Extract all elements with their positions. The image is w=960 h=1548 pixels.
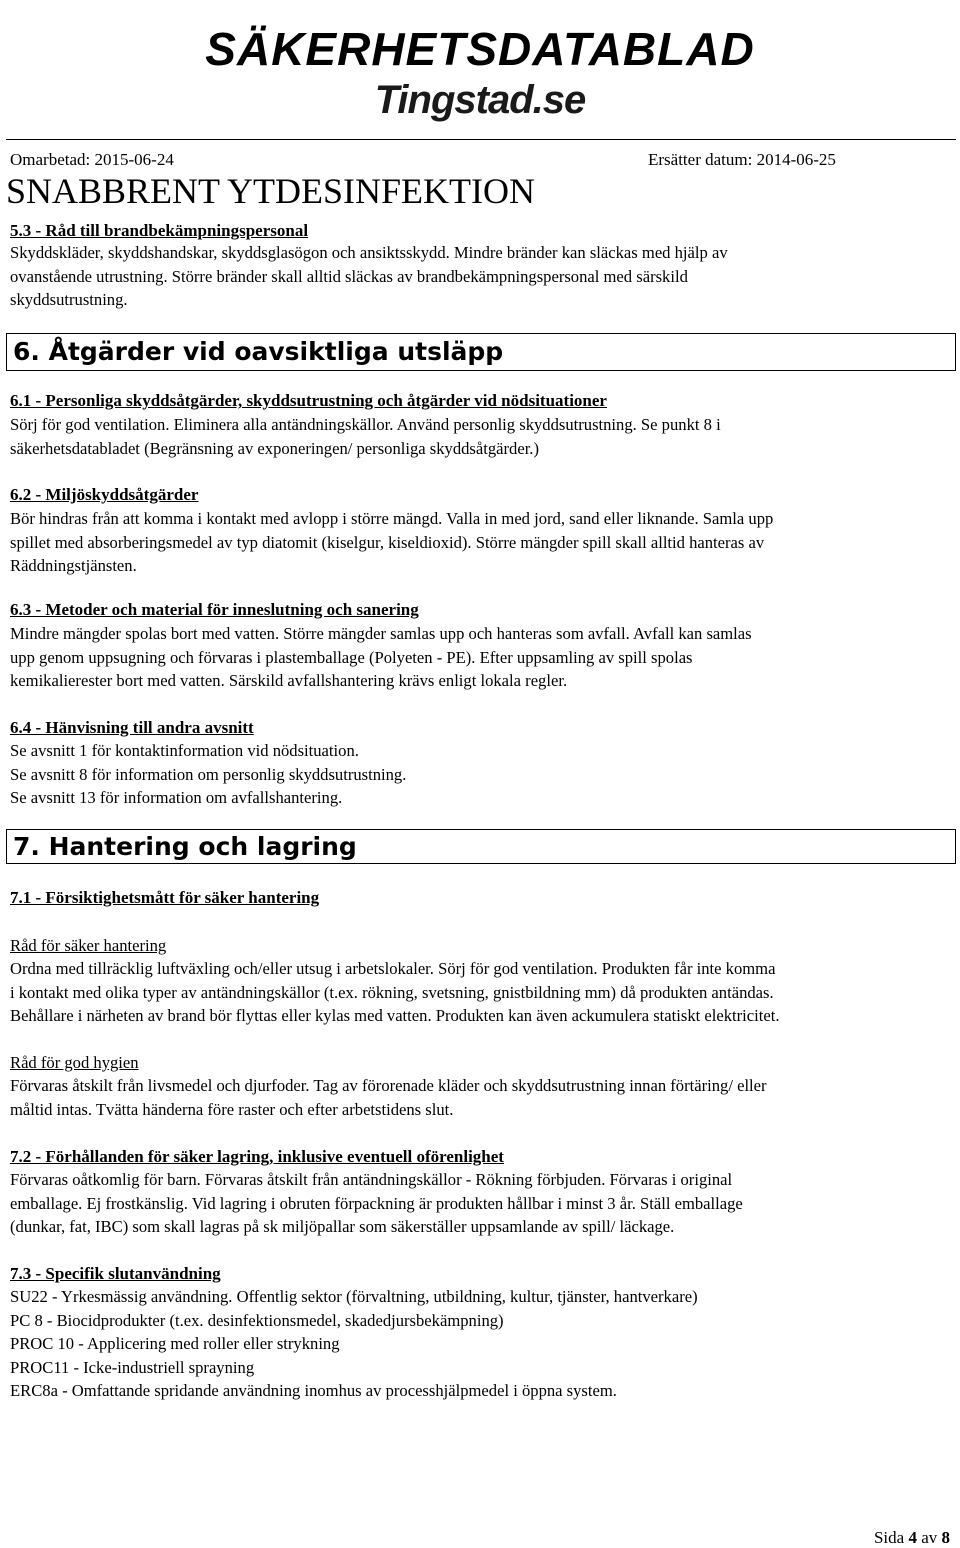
text-line: Sörj för god ventilation. Eliminera alla antändningskällor. Använd personlig skyddsutrustning. Se punkt 8 i bbox=[10, 415, 721, 434]
text-line: i kontakt med olika typer av antändningskällor (t.ex. rökning, svetsning, gnistbildning mm) då produkten antändas. bbox=[10, 982, 774, 1002]
heading-6-2: 6.2 - Miljöskyddsåtgärder bbox=[10, 485, 199, 504]
text-line: ovanstående utrustning. Större bränder skall alltid släckas av brandbekämpningspersonal med särskild bbox=[10, 266, 688, 286]
text-line: Förvaras oåtkomlig för barn. Förvaras åtskilt från antändningskällor - Rökning förbjuden. Förvaras i original bbox=[10, 1170, 733, 1189]
text-line: PROC11 - Icke-industriell sprayning bbox=[10, 1357, 255, 1377]
text-line: PC 8 - Biocidprodukter (t.ex. desinfektionsmedel, skadedjursbekämpning) bbox=[10, 1310, 504, 1330]
revised-date: Omarbetad: 2015-06-24 bbox=[10, 150, 174, 169]
heading-6-4: 6.4 - Hänvisning till andra avsnitt bbox=[10, 718, 254, 737]
text-line: Bör hindras från att komma i kontakt med avlopp i större mängd. Valla in med jord, sand eller liknande. Samla upp bbox=[10, 509, 774, 528]
page-total: 8 bbox=[941, 1528, 950, 1547]
page-prefix: Sida bbox=[873, 1528, 905, 1547]
text-line: kemikalierester bort med vatten. Särskild avfallshantering krävs enligt lokala regler. bbox=[10, 671, 568, 690]
page-number bbox=[874, 1528, 950, 1548]
text-line: spillet med absorberingsmedel av typ diatomit (kiselgur, kiseldioxid). Större mängder spill skall alltid hanteras av bbox=[10, 532, 765, 552]
text-5-3 bbox=[10, 241, 954, 312]
page-current: 4 bbox=[908, 1528, 917, 1547]
text-7-3 bbox=[10, 1285, 954, 1403]
text-6-1 bbox=[10, 413, 954, 460]
text-line: PROC 10 - Applicering med roller eller strykning bbox=[10, 1334, 340, 1353]
text-6-2 bbox=[10, 507, 954, 578]
text-line: måltid intas. Tvätta händerna före raster och efter arbetstidens slut. bbox=[10, 1099, 454, 1119]
heading-7-1: 7.1 - Försiktighetsmått för säker hantering bbox=[10, 888, 320, 907]
text-line: (dunkar, fat, IBC) som skall lagras på sk miljöpallar som säkerställer uppsamlande av spill/ läckage. bbox=[10, 1217, 675, 1236]
text-7-2 bbox=[10, 1168, 954, 1239]
text-line: Se avsnitt 13 för information om avfallshantering. bbox=[10, 788, 343, 807]
text-line: emballage. Ej frostkänslig. Vid lagring i obruten förpackning är produkten hållbar i minst 3 år. Ställ emballage bbox=[10, 1193, 743, 1213]
heading-6-3: 6.3 - Metoder och material för inneslutning och sanering bbox=[10, 600, 419, 619]
product-name: SNABBRENT YTDESINFEKTION bbox=[6, 171, 536, 211]
text-line: Förvaras åtskilt från livsmedel och djurfoder. Tag av förorenade kläder och skyddsutrustning innan förtäring/ eller bbox=[10, 1076, 767, 1095]
subheading-hygiene: Råd för god hygien bbox=[10, 1053, 139, 1072]
page-mid: av bbox=[921, 1528, 938, 1547]
text-line: Räddningstjänsten. bbox=[10, 556, 137, 575]
text-line: Se avsnitt 8 för information om personlig skyddsutrustning. bbox=[10, 764, 407, 784]
section-6-title: 6. Åtgärder vid oavsiktliga utsläpp bbox=[6, 333, 956, 371]
text-line: Se avsnitt 1 för kontaktinformation vid nödsituation. bbox=[10, 741, 359, 760]
heading-7-3: 7.3 - Specifik slutanvändning bbox=[10, 1264, 221, 1283]
text-line: Skyddskläder, skyddshandskar, skyddsglasögon och ansiktsskydd. Mindre bränder kan släckas med hjälp av bbox=[10, 243, 728, 262]
text-line: säkerhetsdatabladet (Begränsning av exponeringen/ personliga skyddsåtgärder.) bbox=[10, 438, 539, 458]
header-divider bbox=[6, 139, 956, 140]
subheading-safe-handling: Råd för säker hantering bbox=[10, 936, 167, 955]
text-6-3 bbox=[10, 622, 954, 693]
text-7-1-hygiene bbox=[10, 1074, 954, 1121]
company-logo: Tingstad.se bbox=[374, 78, 586, 122]
heading-7-2: 7.2 - Förhållanden för säker lagring, inklusive eventuell oförenlighet bbox=[10, 1147, 504, 1166]
document-title: SÄKERHETSDATABLAD bbox=[205, 23, 755, 75]
section-7-title: 7. Hantering och lagring bbox=[6, 829, 956, 864]
text-line: SU22 - Yrkesmässig användning. Offentlig sektor (förvaltning, utbildning, kultur, tjänster, hantverkare) bbox=[10, 1287, 698, 1306]
text-6-4 bbox=[10, 739, 954, 810]
text-line: upp genom uppsugning och förvaras i plastemballage (Polyeten - PE). Efter uppsamling av spill spolas bbox=[10, 647, 693, 667]
text-line: Behållare i närheten av brand bör flyttas eller kylas med vatten. Produkten kan även ackumulera statiskt elektricitet. bbox=[10, 1006, 780, 1025]
text-line: Mindre mängder spolas bort med vatten. Större mängder samlas upp och hanteras som avfall. Avfall kan samlas bbox=[10, 624, 752, 643]
text-line: skyddsutrustning. bbox=[10, 290, 128, 309]
text-7-1-handling bbox=[10, 957, 954, 1028]
text-line: Ordna med tillräcklig luftväxling och/eller utsug i arbetslokaler. Sörj för god ventilation. Produkten får inte komma bbox=[10, 959, 776, 978]
replaces-date: Ersätter datum: 2014-06-25 bbox=[648, 150, 836, 169]
heading-6-1: 6.1 - Personliga skyddsåtgärder, skyddsutrustning och åtgärder vid nödsituationer bbox=[10, 391, 607, 410]
heading-5-3: 5.3 - Råd till brandbekämpningspersonal bbox=[10, 221, 309, 240]
text-line: ERC8a - Omfattande spridande användning inomhus av processhjälpmedel i öppna system. bbox=[10, 1381, 617, 1400]
